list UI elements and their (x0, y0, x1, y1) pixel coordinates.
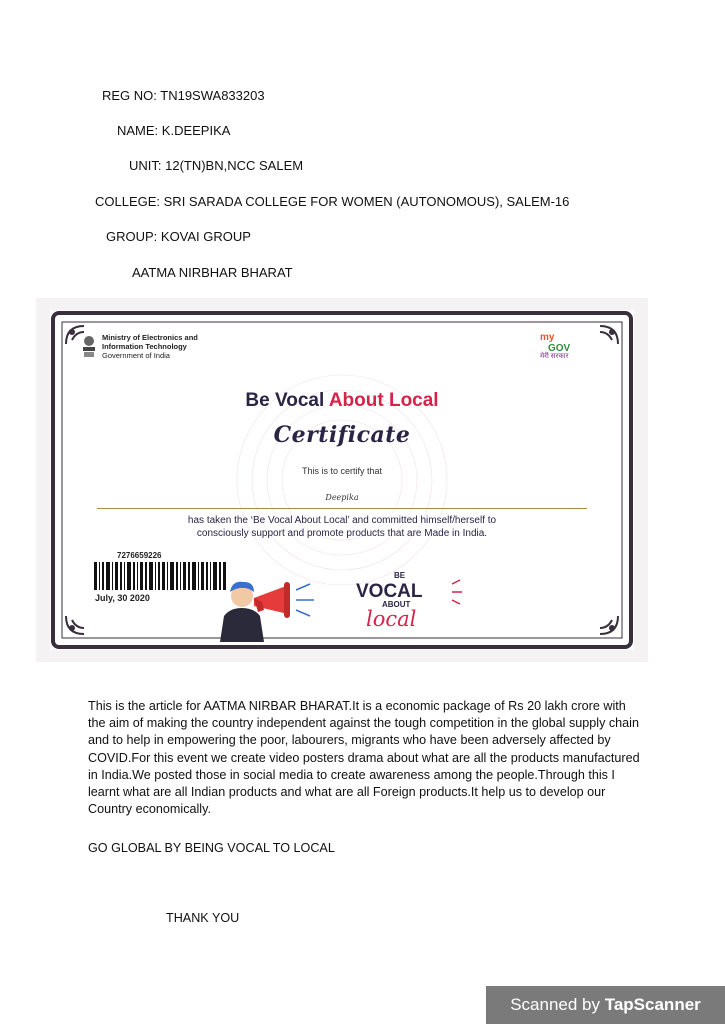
mygov-tagline: मेरी सरकार (540, 353, 569, 360)
vocal-about-local-logo (352, 570, 472, 632)
recipient-name: Deepika (325, 493, 359, 502)
certify-text: This is to certify that (301, 466, 383, 476)
scanner-watermark: Scanned by TapScanner (486, 986, 725, 1024)
svg-text:BE: BE (394, 571, 406, 580)
article-paragraph: This is the article for AATMA NIRBAR BHARAT.It is a economic package of Rs 20 lakh crore with the aim of making the country independent against the tough competition in the global supply chain and to help in empowering the poor, labourers, migrants who have been adversely affected by COVID.For this event we create video posters drama about what are all the products manufactured in India.We posted those in social media to create awareness among the people.Through this I learnt what are all Indian products and what are all Foreign products.It help us to develop our Country economically. (88, 699, 640, 817)
svg-text:my: my (540, 332, 555, 343)
barcode-icon (94, 562, 226, 590)
reg-no: REG NO: TN19SWA833203 (102, 88, 265, 103)
group-name: GROUP: KOVAI GROUP (106, 229, 251, 244)
student-name: NAME: K.DEEPIKA (117, 123, 231, 138)
slogan: GO GLOBAL BY BEING VOCAL TO LOCAL (88, 841, 335, 855)
svg-text:VOCAL: VOCAL (356, 581, 423, 602)
certificate-date: July, 30 2020 (95, 593, 150, 603)
certificate-title: Be Vocal About Local (245, 390, 439, 411)
mygov-logo (536, 331, 588, 353)
college-name: COLLEGE: SRI SARADA COLLEGE FOR WOMEN (AUTONOMOUS), SALEM-16 (95, 194, 570, 209)
ministry-label: Ministry of Electronics and Information Technology Government of India (102, 333, 198, 360)
certificate-body-line-2: consciously support and promote products that are Made in India. (196, 528, 488, 539)
serial-number: 7276659226 (117, 551, 162, 560)
ncc-unit: UNIT: 12(TN)BN,NCC SALEM (129, 158, 304, 173)
svg-text:local: local (366, 607, 417, 631)
svg-text:GOV: GOV (548, 343, 571, 353)
recipient-underline (97, 508, 587, 509)
certificate-body-line-1: has taken the ‘Be Vocal About Local’ and committed himself/herself to (187, 515, 497, 526)
certificate-subtitle: Certificate (273, 422, 411, 448)
thank-you: THANK YOU (166, 911, 240, 925)
topic-title: AATMA NIRBHAR BHARAT (132, 265, 293, 280)
certificate (50, 310, 634, 650)
svg-text:ABOUT: ABOUT (382, 600, 411, 609)
megaphone-person-icon (214, 572, 350, 642)
emblem-icon (80, 333, 98, 359)
